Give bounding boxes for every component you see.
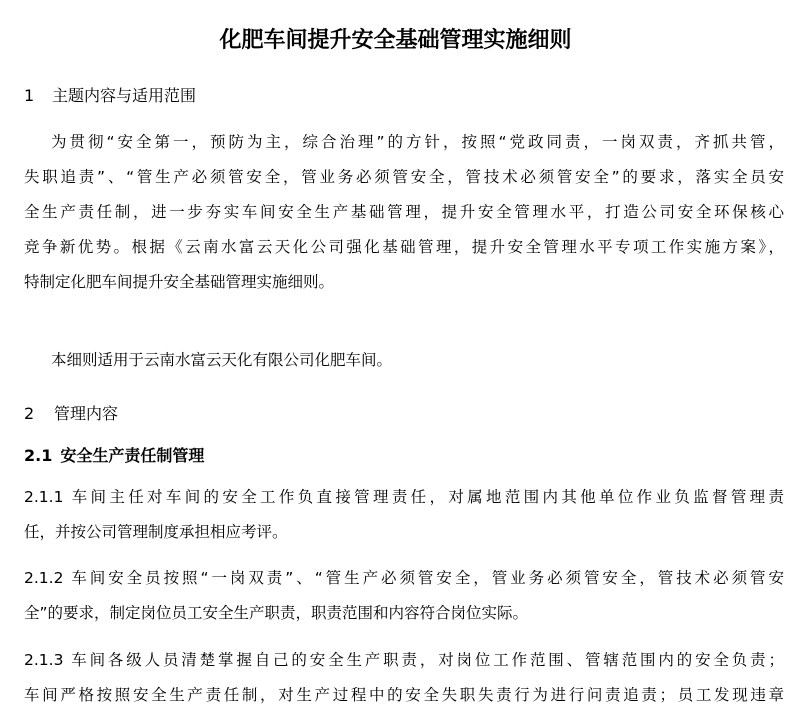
clause-2-1-3: [24, 643, 784, 713]
text-line: 本细则适用于云南水富云天化有限公司化肥车间。: [51, 351, 393, 369]
clause-2-1-2: [24, 561, 784, 631]
text-line: 2.1.2 车间安全员按照“一岗双责”、“管生产必须管安全，管业务必须管安全，管技术必须管安: [24, 569, 784, 587]
text-line: 车间严格按照安全生产责任制，对生产过程中的安全失职失责行为进行问责追责；员工发现违章: [24, 686, 784, 704]
text-line: 特制定化肥车间提升安全基础管理实施细则。: [24, 273, 335, 291]
section-1-paragraph-1: [24, 125, 784, 300]
section-2-heading: [24, 401, 118, 427]
document-title: 化肥车间提升安全基础管理实施细则: [219, 28, 572, 53]
section-title: 管理内容: [54, 404, 119, 423]
text-line: 全”的要求，制定岗位员工安全生产职责，职责范围和内容符合岗位实际。: [24, 604, 529, 622]
text-line: 失职追责”、“管生产必须管安全，管业务必须管安全，管技术必须管安全”的要求，落实全员安: [24, 168, 784, 186]
text-line: 全生产责任制，进一步夯实车间安全生产基础管理，提升安全管理水平，打造公司安全环保核心: [24, 203, 784, 221]
section-2-1-heading: [24, 443, 204, 469]
subsection-title: 安全生产责任制管理: [60, 446, 205, 465]
text-line: 任，并按公司管理制度承担相应考评。: [24, 523, 288, 541]
section-number: 2: [24, 404, 35, 423]
text-line: 为贯彻“安全第一，预防为主，综合治理”的方针，按照“党政同责，一岗双责，齐抓共管，: [51, 133, 784, 151]
section-title: 主题内容与适用范围: [52, 86, 197, 105]
subsection-number: 2.1: [24, 446, 53, 465]
section-1-heading: [24, 83, 196, 109]
section-number: 1: [24, 86, 35, 105]
clause-2-1-1: [24, 480, 784, 550]
text-line: 2.1.1 车间主任对车间的安全工作负直接管理责任，对属地范围内其他单位作业负监督管理责: [24, 488, 784, 506]
text-line: 竞争新优势。根据《云南水富云天化公司强化基础管理，提升安全管理水平专项工作实施方案》，: [24, 238, 784, 256]
text-line: 2.1.3 车间各级人员清楚掌握自己的安全生产职责，对岗位工作范围、管辖范围内的安全负责；: [24, 651, 784, 669]
section-1-paragraph-2: [24, 343, 784, 378]
